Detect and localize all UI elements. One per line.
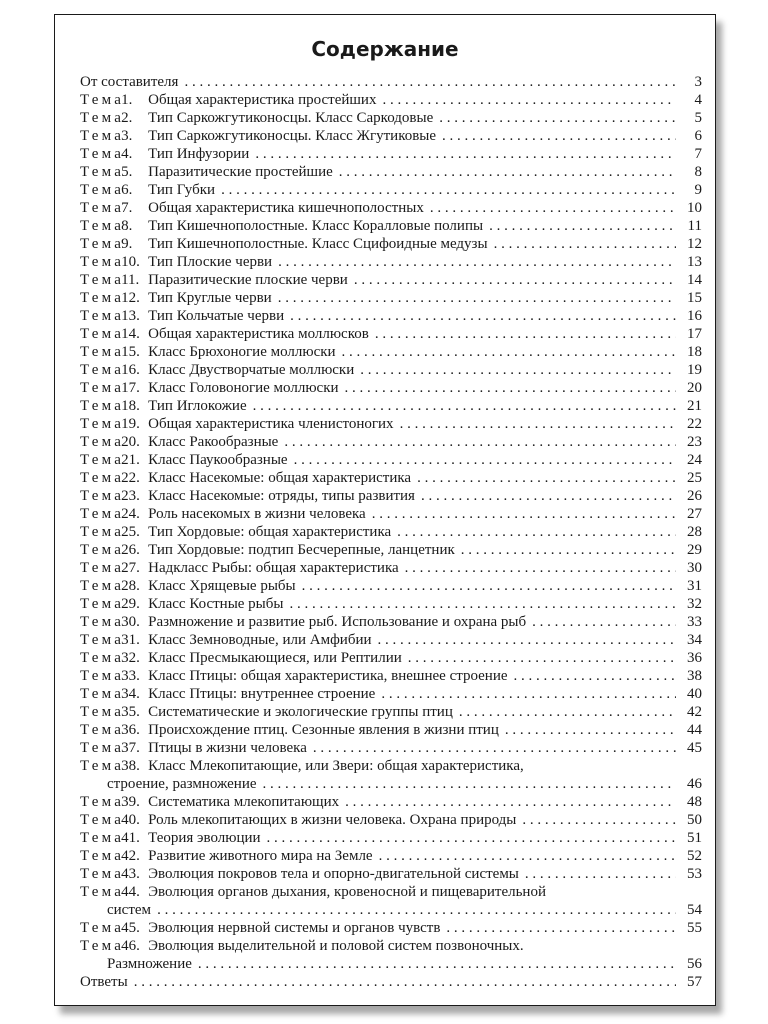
toc-page-number: 10	[687, 200, 702, 216]
toc-page-number: 9	[694, 182, 702, 198]
toc-entry	[80, 793, 702, 811]
toc-page-number: 38	[687, 668, 702, 684]
toc-entry-title: Класс Ракообразные	[148, 434, 279, 450]
toc-entry-label: Тема	[80, 938, 125, 954]
toc-entry	[80, 829, 702, 847]
toc-entry-label: Тема	[80, 488, 125, 504]
toc-entry-number: 8.	[121, 218, 133, 234]
toc-entry-label: Тема	[80, 758, 125, 774]
toc-page-number: 8	[694, 164, 702, 180]
toc-entry-label: Тема	[80, 128, 125, 144]
toc-entry-title: систем	[107, 902, 152, 918]
toc-page-number: 16	[687, 308, 702, 324]
toc-entry-title: Паразитические простейшие	[148, 164, 333, 180]
toc-dot-leader	[157, 901, 676, 919]
toc-dot-leader	[408, 649, 676, 667]
toc-entry-title: Класс Земноводные, или Амфибии	[148, 632, 372, 648]
toc-page-number: 52	[687, 848, 702, 864]
toc-entry-number: 35.	[121, 704, 140, 720]
toc-entry	[80, 865, 702, 883]
toc-page-number: 22	[687, 416, 702, 432]
toc-entry-number: 13.	[121, 308, 140, 324]
toc-entry-number: 38.	[121, 758, 140, 774]
toc-entry-title: Эволюция выделительной и половой систем позвоночных.	[148, 938, 524, 954]
table-of-contents	[80, 73, 702, 991]
toc-entry-title: Общая характеристика моллюсков	[148, 326, 369, 342]
toc-entry	[80, 91, 702, 109]
toc-entry-number: 41.	[121, 830, 140, 846]
toc-entry	[80, 109, 702, 127]
toc-entry	[80, 253, 702, 271]
toc-page-number: 46	[687, 776, 702, 792]
toc-page-number: 30	[687, 560, 702, 576]
toc-entry-label: Тема	[80, 794, 125, 810]
toc-dot-leader	[522, 811, 676, 829]
toc-entry	[80, 811, 702, 829]
toc-entry-number: 6.	[121, 182, 133, 198]
toc-entry-title: Класс Брюхоногие моллюски	[148, 344, 336, 360]
toc-entry-label: Тема	[80, 812, 125, 828]
toc-entry-label: Тема	[80, 146, 125, 162]
toc-entry-title: Тип Плоские черви	[148, 254, 273, 270]
toc-dot-leader	[284, 433, 676, 451]
toc-entry	[80, 325, 702, 343]
toc-page-number: 23	[687, 434, 702, 450]
toc-entry-number: 4.	[121, 146, 133, 162]
toc-entry-number: 37.	[121, 740, 140, 756]
toc-entry-label: Тема	[80, 110, 125, 126]
toc-entry-label: Тема	[80, 614, 125, 630]
toc-page-number: 45	[687, 740, 702, 756]
toc-entry-title: Происхождение птиц. Сезонные явления в жизни птиц	[148, 722, 499, 738]
toc-dot-leader	[525, 865, 676, 883]
toc-entry-number: 30.	[121, 614, 140, 630]
toc-entry-title: Тип Губки	[148, 182, 216, 198]
toc-entry	[80, 649, 702, 667]
toc-entry	[80, 343, 702, 361]
toc-dot-leader	[360, 361, 676, 379]
toc-page-number: 7	[694, 146, 702, 162]
toc-page-number: 55	[687, 920, 702, 936]
toc-dot-leader	[505, 721, 676, 739]
toc-entry-title: Класс Насекомые: отряды, типы развития	[148, 488, 415, 504]
toc-entry-label: Тема	[80, 686, 125, 702]
toc-entry	[80, 541, 702, 559]
toc-entry	[80, 757, 702, 775]
toc-dot-leader	[421, 487, 676, 505]
toc-entry-label: Тема	[80, 920, 125, 936]
toc-entry	[80, 235, 702, 253]
toc-entry	[80, 451, 702, 469]
toc-entry-title: Класс Костные рыбы	[148, 596, 284, 612]
toc-dot-leader	[345, 793, 676, 811]
toc-page-number: 3	[694, 74, 702, 90]
toc-entry	[80, 199, 702, 217]
toc-entry-label: Тема	[80, 506, 125, 522]
toc-entry-label: Тема	[80, 380, 125, 396]
toc-entry-label: Тема	[80, 434, 125, 450]
toc-entry	[80, 271, 702, 289]
toc-entry	[80, 217, 702, 235]
toc-entry-title: Эволюция нервной системы и органов чувств	[148, 920, 441, 936]
toc-entry-label: Тема	[80, 416, 125, 432]
toc-page-number: 24	[687, 452, 702, 468]
toc-entry-number: 19.	[121, 416, 140, 432]
toc-entry	[80, 703, 702, 721]
toc-page-number: 14	[687, 272, 702, 288]
toc-entry-label: Тема	[80, 398, 125, 414]
toc-page-number: 29	[687, 542, 702, 558]
toc-dot-leader	[198, 955, 676, 973]
toc-entry-title: Ответы	[80, 974, 128, 990]
toc-dot-leader	[442, 127, 676, 145]
toc-entry-title: Тип Иглокожие	[148, 398, 247, 414]
toc-entry	[80, 469, 702, 487]
toc-dot-leader	[134, 973, 676, 991]
toc-entry-label: Тема	[80, 560, 125, 576]
toc-entry-title: Тип Кишечнополостные. Класс Сцифоидные медузы	[148, 236, 488, 252]
toc-dot-leader	[378, 631, 676, 649]
toc-entry-label: Тема	[80, 740, 125, 756]
toc-page-number: 51	[687, 830, 702, 846]
toc-dot-leader	[278, 253, 676, 271]
toc-dot-leader	[381, 685, 676, 703]
toc-page-number: 5	[694, 110, 702, 126]
toc-page-number: 13	[687, 254, 702, 270]
toc-entry-label: Тема	[80, 254, 125, 270]
toc-dot-leader	[339, 163, 676, 181]
toc-dot-leader	[253, 397, 676, 415]
toc-entry-label: Тема	[80, 344, 125, 360]
toc-entry-number: 7.	[121, 200, 133, 216]
toc-entry-label: Тема	[80, 164, 125, 180]
toc-entry-title: Теория эволюции	[148, 830, 261, 846]
toc-entry-number: 3.	[121, 128, 133, 144]
toc-entry	[80, 685, 702, 703]
toc-dot-leader	[290, 307, 676, 325]
toc-entry-title: Роль млекопитающих в жизни человека. Охрана природы	[148, 812, 517, 828]
toc-entry-number: 31.	[121, 632, 140, 648]
toc-entry-title: Класс Двустворчатые моллюски	[148, 362, 355, 378]
toc-page-number: 21	[687, 398, 702, 414]
toc-dot-leader	[184, 73, 676, 91]
toc-entry	[80, 919, 702, 937]
toc-page-number: 40	[687, 686, 702, 702]
toc-entry-number: 10.	[121, 254, 140, 270]
toc-page-number: 32	[687, 596, 702, 612]
toc-entry-label: Тема	[80, 650, 125, 666]
toc-entry	[80, 937, 702, 955]
toc-entry-label: Тема	[80, 308, 125, 324]
toc-continuation-line	[80, 955, 702, 973]
toc-dot-leader	[263, 775, 676, 793]
toc-entry-number: 2.	[121, 110, 133, 126]
toc-entry-number: 33.	[121, 668, 140, 684]
toc-page-number: 50	[687, 812, 702, 828]
toc-entry	[80, 559, 702, 577]
toc-entry-title: Тип Кишечнополостные. Класс Коралловые полипы	[148, 218, 484, 234]
toc-continuation-line	[80, 775, 702, 793]
toc-entry-title: Класс Птицы: общая характеристика, внешнее строение	[148, 668, 508, 684]
toc-dot-leader	[313, 739, 676, 757]
toc-entry-title: Размножение	[107, 956, 192, 972]
toc-entry-label: Тема	[80, 578, 125, 594]
toc-entry-label: Тема	[80, 200, 125, 216]
toc-entry-number: 43.	[121, 866, 140, 882]
toc-entry	[80, 523, 702, 541]
toc-page-number: 53	[687, 866, 702, 882]
toc-entry-label: Тема	[80, 362, 125, 378]
toc-entry-number: 5.	[121, 164, 133, 180]
toc-dot-leader	[372, 505, 676, 523]
toc-page-number: 44	[687, 722, 702, 738]
toc-page-number: 6	[694, 128, 702, 144]
toc-entry-number: 18.	[121, 398, 140, 414]
toc-entry	[80, 181, 702, 199]
toc-entry-label: Тема	[80, 182, 125, 198]
toc-page-number: 17	[687, 326, 702, 342]
toc-entry-title: Тип Хордовые: подтип Бесчерепные, ланцетник	[148, 542, 455, 558]
toc-entry	[80, 613, 702, 631]
toc-entry-number: 23.	[121, 488, 140, 504]
toc-entry-title: Тип Круглые черви	[148, 290, 272, 306]
toc-page-number: 28	[687, 524, 702, 540]
toc-entry	[80, 73, 702, 91]
toc-entry-title: Общая характеристика простейших	[148, 92, 377, 108]
toc-page-number: 34	[687, 632, 702, 648]
toc-entry-title: От составителя	[80, 74, 179, 90]
toc-entry	[80, 307, 702, 325]
toc-entry-title: Общая характеристика членистоногих	[148, 416, 394, 432]
toc-entry	[80, 415, 702, 433]
toc-entry-label: Тема	[80, 470, 125, 486]
toc-dot-leader	[439, 109, 676, 127]
document-page	[54, 14, 716, 1006]
toc-entry-title: Класс Млекопитающие, или Звери: общая характеристика,	[148, 758, 524, 774]
toc-dot-leader	[221, 181, 676, 199]
toc-entry-label: Тема	[80, 704, 125, 720]
toc-entry-number: 24.	[121, 506, 140, 522]
toc-dot-leader	[379, 847, 676, 865]
toc-page-number: 20	[687, 380, 702, 396]
toc-entry	[80, 667, 702, 685]
toc-entry	[80, 721, 702, 739]
toc-entry-number: 26.	[121, 542, 140, 558]
toc-entry	[80, 163, 702, 181]
toc-entry-label: Тема	[80, 452, 125, 468]
toc-entry-label: Тема	[80, 236, 125, 252]
toc-entry	[80, 973, 702, 991]
toc-dot-leader	[294, 451, 676, 469]
toc-entry-label: Тема	[80, 92, 125, 108]
toc-entry-number: 40.	[121, 812, 140, 828]
toc-entry	[80, 127, 702, 145]
toc-entry-number: 44.	[121, 884, 140, 900]
toc-entry-label: Тема	[80, 632, 125, 648]
toc-dot-leader	[514, 667, 676, 685]
toc-dot-leader	[354, 271, 676, 289]
toc-entry-label: Тема	[80, 848, 125, 864]
toc-page-number: 15	[687, 290, 702, 306]
toc-entry-label: Тема	[80, 884, 125, 900]
toc-page-number: 31	[687, 578, 702, 594]
toc-entry-number: 12.	[121, 290, 140, 306]
toc-page-number: 26	[687, 488, 702, 504]
toc-entry	[80, 883, 702, 901]
toc-dot-leader	[461, 541, 676, 559]
toc-entry	[80, 631, 702, 649]
toc-entry-title: Общая характеристика кишечнополостных	[148, 200, 424, 216]
toc-entry	[80, 361, 702, 379]
toc-entry-number: 45.	[121, 920, 140, 936]
toc-entry	[80, 145, 702, 163]
toc-dot-leader	[382, 91, 676, 109]
toc-entry-label: Тема	[80, 326, 125, 342]
toc-entry-label: Тема	[80, 866, 125, 882]
toc-dot-leader	[494, 235, 676, 253]
toc-entry	[80, 577, 702, 595]
toc-page-number: 36	[687, 650, 702, 666]
toc-entry	[80, 487, 702, 505]
toc-entry-label: Тема	[80, 722, 125, 738]
toc-entry-number: 27.	[121, 560, 140, 576]
toc-entry-title: Эволюция органов дыхания, кровеносной и пищеварительной	[148, 884, 546, 900]
toc-dot-leader	[289, 595, 676, 613]
toc-page-number: 56	[687, 956, 702, 972]
toc-dot-leader	[446, 919, 676, 937]
toc-entry-number: 32.	[121, 650, 140, 666]
toc-dot-leader	[417, 469, 676, 487]
toc-entry-number: 20.	[121, 434, 140, 450]
toc-entry-number: 17.	[121, 380, 140, 396]
toc-entry-number: 1.	[121, 92, 133, 108]
toc-dot-leader	[400, 415, 676, 433]
toc-entry-number: 29.	[121, 596, 140, 612]
toc-entry	[80, 397, 702, 415]
page-title: Содержание	[311, 37, 459, 61]
toc-entry-label: Тема	[80, 272, 125, 288]
toc-entry-title: Класс Насекомые: общая характеристика	[148, 470, 412, 486]
toc-entry	[80, 289, 702, 307]
toc-entry-label: Тема	[80, 218, 125, 234]
toc-entry-title: строение, размножение	[107, 776, 257, 792]
toc-entry-number: 46.	[121, 938, 140, 954]
toc-entry-title: Систематика млекопитающих	[148, 794, 340, 810]
toc-page-number: 18	[687, 344, 702, 360]
toc-page-number: 12	[687, 236, 702, 252]
toc-entry-label: Тема	[80, 668, 125, 684]
toc-entry-title: Тип Саркожгутиконосцы. Класс Саркодовые	[148, 110, 434, 126]
toc-page-number: 4	[694, 92, 702, 108]
toc-dot-leader	[342, 343, 676, 361]
toc-dot-leader	[430, 199, 676, 217]
toc-entry-number: 15.	[121, 344, 140, 360]
toc-entry-title: Птицы в жизни человека	[148, 740, 307, 756]
toc-page-number: 27	[687, 506, 702, 522]
toc-entry-label: Тема	[80, 290, 125, 306]
toc-entry-label: Тема	[80, 596, 125, 612]
toc-entry-number: 9.	[121, 236, 133, 252]
toc-dot-leader	[278, 289, 676, 307]
toc-entry-number: 25.	[121, 524, 140, 540]
toc-entry-title: Класс Головоногие моллюски	[148, 380, 339, 396]
toc-dot-leader	[302, 577, 676, 595]
toc-page-number: 57	[687, 974, 702, 990]
toc-page-number: 48	[687, 794, 702, 810]
toc-dot-leader	[345, 379, 676, 397]
toc-entry-title: Тип Саркожгутиконосцы. Класс Жгутиковые	[148, 128, 437, 144]
toc-entry	[80, 847, 702, 865]
toc-page-number: 11	[687, 218, 702, 234]
toc-entry-label: Тема	[80, 542, 125, 558]
toc-page-number: 42	[687, 704, 702, 720]
toc-entry-title: Размножение и развитие рыб. Использование и охрана рыб	[148, 614, 527, 630]
toc-page-number: 25	[687, 470, 702, 486]
toc-entry-number: 28.	[121, 578, 140, 594]
toc-entry	[80, 739, 702, 757]
toc-page-number: 19	[687, 362, 702, 378]
toc-entry-title: Развитие животного мира на Земле	[148, 848, 373, 864]
toc-dot-leader	[255, 145, 676, 163]
toc-entry-number: 42.	[121, 848, 140, 864]
toc-entry-title: Надкласс Рыбы: общая характеристика	[148, 560, 399, 576]
toc-entry	[80, 433, 702, 451]
toc-entry-title: Паразитические плоские черви	[148, 272, 348, 288]
toc-continuation-line	[80, 901, 702, 919]
toc-entry-title: Тип Инфузории	[148, 146, 250, 162]
toc-entry-title: Класс Птицы: внутреннее строение	[148, 686, 376, 702]
toc-dot-leader	[532, 613, 676, 631]
toc-entry-title: Тип Хордовые: общая характеристика	[148, 524, 392, 540]
toc-entry	[80, 505, 702, 523]
toc-entry-number: 39.	[121, 794, 140, 810]
toc-page-number: 54	[687, 902, 702, 918]
toc-dot-leader	[459, 703, 676, 721]
toc-entry-title: Систематические и экологические группы птиц	[148, 704, 453, 720]
toc-dot-leader	[375, 325, 676, 343]
toc-entry-label: Тема	[80, 830, 125, 846]
toc-entry-label: Тема	[80, 524, 125, 540]
toc-entry-title: Класс Хрящевые рыбы	[148, 578, 296, 594]
toc-dot-leader	[489, 217, 676, 235]
toc-entry-number: 22.	[121, 470, 140, 486]
toc-entry-number: 34.	[121, 686, 140, 702]
toc-entry-title: Роль насекомых в жизни человека	[148, 506, 366, 522]
toc-dot-leader	[405, 559, 676, 577]
toc-entry-number: 16.	[121, 362, 140, 378]
toc-entry-number: 21.	[121, 452, 140, 468]
toc-entry-number: 14.	[121, 326, 140, 342]
toc-entry-title: Эволюция покровов тела и опорно-двигательной системы	[148, 866, 519, 882]
toc-page-number: 33	[687, 614, 702, 630]
toc-entry-title: Тип Кольчатые черви	[148, 308, 285, 324]
toc-entry-title: Класс Пресмыкающиеся, или Рептилии	[148, 650, 402, 666]
toc-entry-title: Класс Паукообразные	[148, 452, 288, 468]
toc-dot-leader	[397, 523, 676, 541]
toc-entry-number: 36.	[121, 722, 140, 738]
toc-entry-number: 11.	[121, 272, 140, 288]
toc-entry	[80, 595, 702, 613]
toc-dot-leader	[267, 829, 676, 847]
toc-entry	[80, 379, 702, 397]
